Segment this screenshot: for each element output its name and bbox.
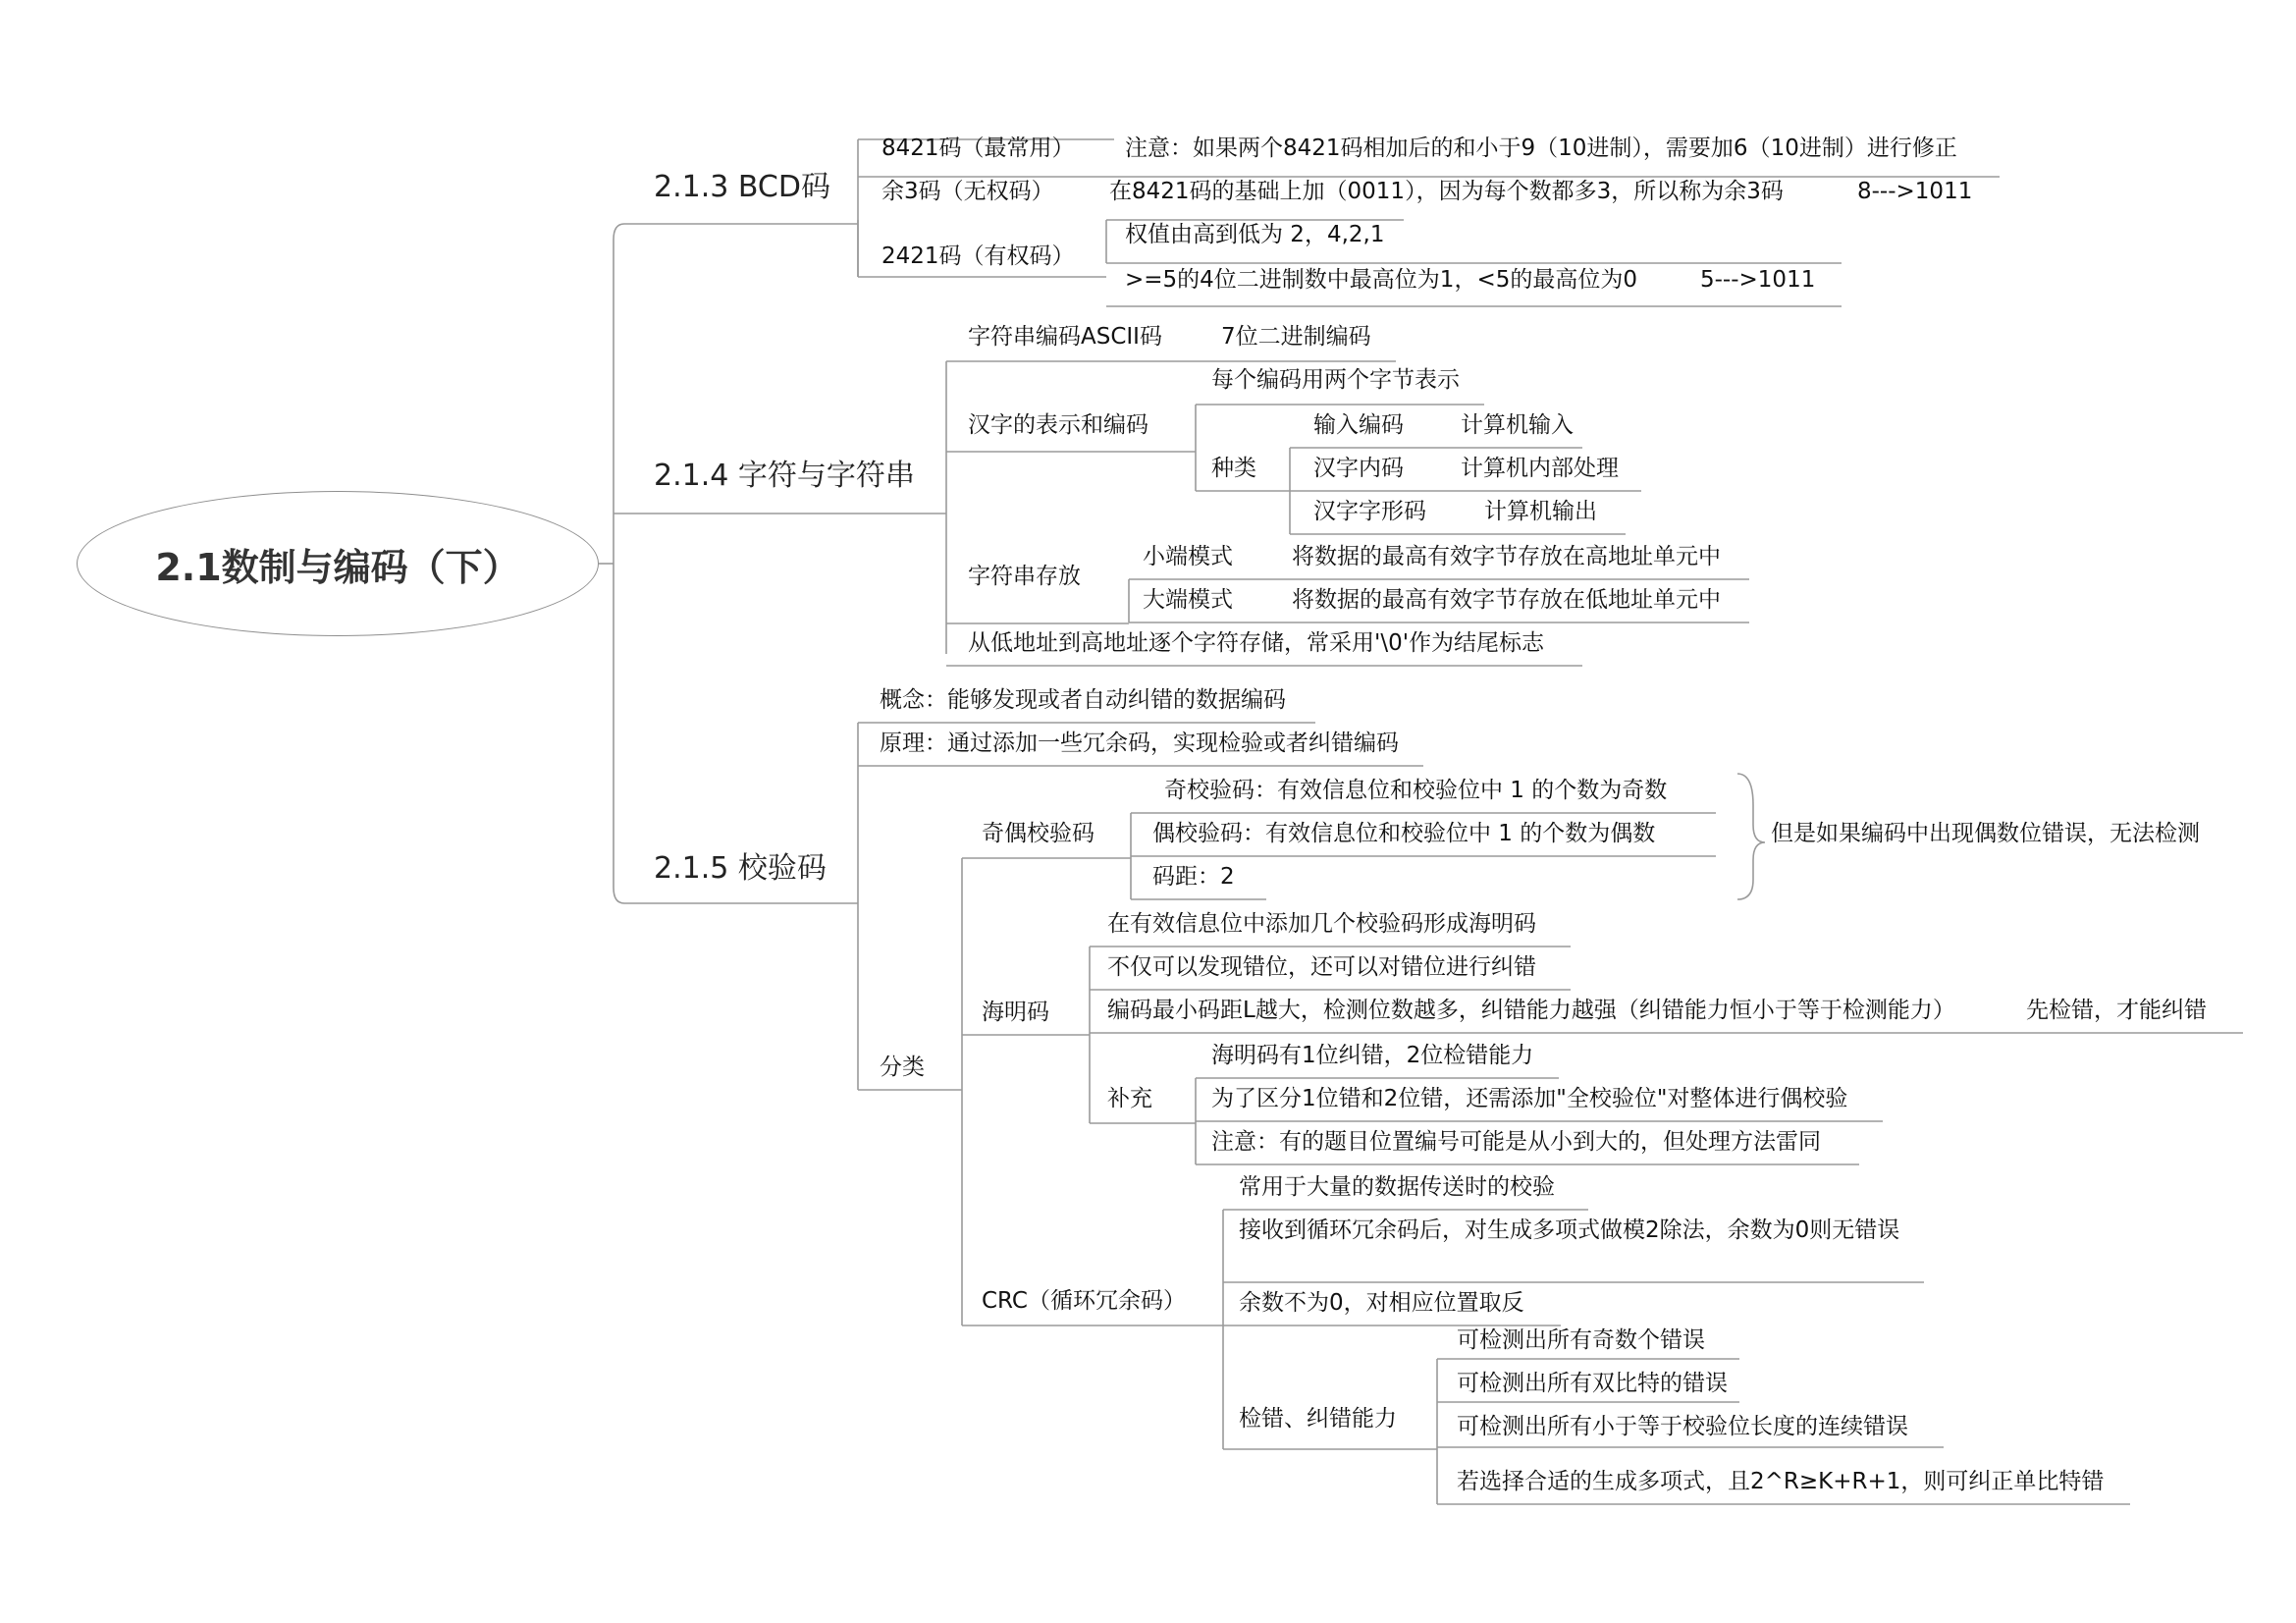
crc-label: CRC（循环冗余码） <box>982 1288 1186 1314</box>
bcd-2421-example: 5--->1011 <box>1700 267 1816 293</box>
hanzi-kind-name: 输入编码 <box>1313 412 1404 438</box>
hamming-item-extra: 先检错，才能纠错 <box>2026 998 2207 1023</box>
root-node-title: 2.1数制与编码（下） <box>155 545 520 589</box>
storage-little-name: 小端模式 <box>1143 544 1233 569</box>
bcd-excess3-note: 在8421码的基础上加（0011），因为每个数都多3，所以称为余3码 <box>1109 179 1784 204</box>
bcd-2421-label: 2421码（有权码） <box>881 243 1075 269</box>
bcd-2421-rule: >=5的4位二进制数中最高位为1，<5的最高位为0 <box>1125 267 1637 293</box>
hanzi-label: 汉字的表示和编码 <box>968 412 1148 438</box>
storage-label: 字符串存放 <box>968 564 1081 589</box>
parity-odd: 奇校验码：有效信息位和校验位中 1 的个数为奇数 <box>1164 778 1668 803</box>
storage-big-desc: 将数据的最高有效字节存放在低地址单元中 <box>1292 587 1721 613</box>
hamming-item: 不仅可以发现错位，还可以对错位进行纠错 <box>1107 954 1536 980</box>
bcd-8421-label: 8421码（最常用） <box>881 135 1075 161</box>
hamming-label: 海明码 <box>982 1000 1049 1025</box>
bcd-excess3-example: 8--->1011 <box>1857 179 1973 204</box>
hamming-supplement-label: 补充 <box>1107 1086 1152 1111</box>
hamming-item: 在有效信息位中添加几个校验码形成海明码 <box>1107 911 1536 937</box>
parity-distance: 码距：2 <box>1152 864 1235 890</box>
check-principle: 原理：通过添加一些冗余码，实现检验或者纠错编码 <box>880 730 1399 756</box>
storage-big-name: 大端模式 <box>1143 587 1233 613</box>
hamming-supplement-item: 为了区分1位错和2位错，还需添加"全校验位"对整体进行偶校验 <box>1211 1086 1848 1111</box>
parity-brace-note: 但是如果编码中出现偶数位错误，无法检测 <box>1771 821 2200 846</box>
parity-even: 偶校验码：有效信息位和校验位中 1 的个数为偶数 <box>1152 821 1656 846</box>
hanzi-kind-desc: 计算机输出 <box>1484 499 1597 524</box>
hanzi-kind-name: 汉字内码 <box>1313 456 1404 481</box>
hanzi-kind-desc: 计算机输入 <box>1461 412 1574 438</box>
section-chars-title: 2.1.4 字符与字符串 <box>654 459 915 493</box>
hamming-supplement-item: 海明码有1位纠错，2位检错能力 <box>1211 1043 1534 1068</box>
hamming-supplement-item: 注意：有的题目位置编号可能是从小到大的，但处理方法雷同 <box>1211 1129 1821 1155</box>
crc-ability-label: 检错、纠错能力 <box>1239 1406 1397 1432</box>
storage-order: 从低地址到高地址逐个字符存储，常采用'\0'作为结尾标志 <box>968 630 1545 656</box>
crc-ability-item: 若选择合适的生成多项式，且2^R≥K+R+1，则可纠正单比特错 <box>1457 1469 2105 1494</box>
ascii-label: 字符串编码ASCII码 <box>968 324 1162 350</box>
hamming-item: 编码最小码距L越大，检测位数越多，纠错能力越强（纠错能力恒小于等于检测能力） <box>1107 998 1955 1023</box>
crc-item: 余数不为0，对相应位置取反 <box>1239 1290 1524 1316</box>
crc-ability-item: 可检测出所有奇数个错误 <box>1457 1327 1705 1353</box>
bcd-excess3-label: 余3码（无权码） <box>881 179 1054 204</box>
crc-ability-item: 可检测出所有双比特的错误 <box>1457 1371 1728 1396</box>
crc-ability-item: 可检测出所有小于等于校验位长度的连续错误 <box>1457 1414 1908 1439</box>
hanzi-kinds-label: 种类 <box>1211 456 1256 481</box>
crc-item: 常用于大量的数据传送时的校验 <box>1239 1174 1555 1200</box>
check-classify-label: 分类 <box>880 1055 925 1080</box>
bcd-2421-weights: 权值由高到低为 2，4,2,1 <box>1125 222 1385 247</box>
storage-little-desc: 将数据的最高有效字节存放在高地址单元中 <box>1292 544 1721 569</box>
check-concept: 概念：能够发现或者自动纠错的数据编码 <box>880 687 1286 713</box>
hanzi-kind-desc: 计算机内部处理 <box>1461 456 1619 481</box>
ascii-value: 7位二进制编码 <box>1221 324 1371 350</box>
crc-item: 接收到循环冗余码后，对生成多项式做模2除法，余数为0则无错误 <box>1239 1217 1900 1243</box>
hanzi-bytes: 每个编码用两个字节表示 <box>1211 367 1460 393</box>
section-check-title: 2.1.5 校验码 <box>654 851 827 886</box>
parity-label: 奇偶校验码 <box>982 821 1095 846</box>
bcd-8421-note: 注意：如果两个8421码相加后的和小于9（10进制），需要加6（10进制）进行修正 <box>1125 135 1957 161</box>
section-bcd-title: 2.1.3 BCD码 <box>654 170 830 204</box>
hanzi-kind-name: 汉字字形码 <box>1313 499 1426 524</box>
